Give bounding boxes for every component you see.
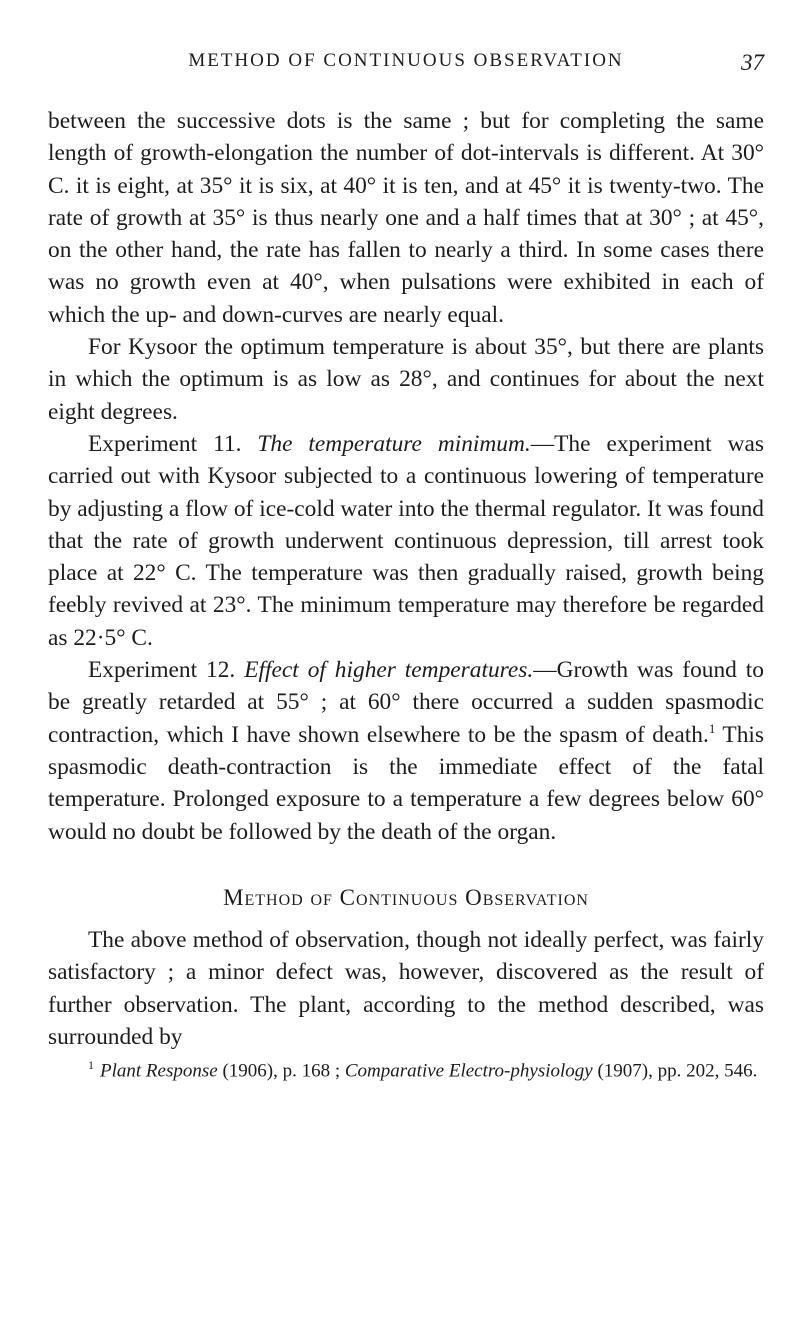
experiment-11-body: —The experiment was carried out with Kysoor subjected to a continuous lowering of temperature by adjusting a flow of ice-cold water into the thermal regulator. It was found that the rate of growth underwent continuous depression, till arrest took place at 22° C. The temperature was then gradually raised, growth being feebly revived at 23°. The minimum temperature may therefore be regarded as 22·5° C. (48, 430, 764, 651)
paragraph-experiment-12 (48, 654, 764, 848)
experiment-12-body-a: —Growth was found to be greatly retarded at 55° ; at 60° there occurred a sudden spasmodic contraction, which I have shown elsewhere to be the spasm of death. (48, 657, 764, 748)
paragraph-experiment-11 (48, 428, 764, 654)
running-title: METHOD OF CONTINUOUS OBSERVATION (188, 50, 624, 71)
paragraph-5: The above method of observation, though not ideally perfect, was fairly satisfactory ; a minor defect was, however, discovered as the result of further observation. The plant, according to the method described, was surrounded by (48, 927, 764, 1051)
experiment-12-lead: Experiment 12. (88, 657, 236, 684)
footnote-title-b: Comparative Electro-physiology (344, 1060, 593, 1082)
footnote-reference: 1 (708, 720, 716, 736)
experiment-11-lead: Experiment 11. (88, 430, 242, 457)
footnote-text-a: (1906), p. 168 ; (217, 1060, 345, 1082)
footnote-title-a: Plant Response (100, 1060, 218, 1082)
body-text (48, 105, 764, 1084)
paragraph-2: For Kysoor the optimum temperature is about 35°, but there are plants in which the optimum is as low as 28°, and continues for about the next eight degrees. (48, 334, 764, 425)
section-heading: Method of Continuous Observation (223, 884, 589, 910)
footnote-mark: 1 (88, 1058, 94, 1073)
footnote-text-b: (1907), pp. 202, 546. (592, 1060, 758, 1082)
page-number: 37 (741, 50, 764, 75)
running-head (48, 0, 764, 75)
paragraph-1: between the successive dots is the same ; but for completing the same length of growth-elongation the number of dot-intervals is different. At 30° C. it is eight, at 35° it is six, at 40° it is ten, and at 45° it is twenty-two. The rate of growth at 35° is thus nearly one and a half times that at 30° ; at 45°, on the other hand, the rate has fallen to nearly a third. In some cases there was no growth even at 40°, when pulsations were exhibited in each of which the up- and down-curves are nearly equal. (48, 108, 764, 328)
experiment-12-body-b: This spasmodic death-contraction is the immediate effect of the fatal temperature. Prolonged exposure to a temperature a few degrees below 60° would no doubt be followed by the death of the organ. (48, 721, 764, 845)
experiment-11-title: The temperature minimum. (257, 430, 531, 457)
book-page (48, 0, 764, 1082)
experiment-12-title: Effect of higher temperatures. (244, 657, 534, 684)
footnote (48, 1053, 764, 1083)
